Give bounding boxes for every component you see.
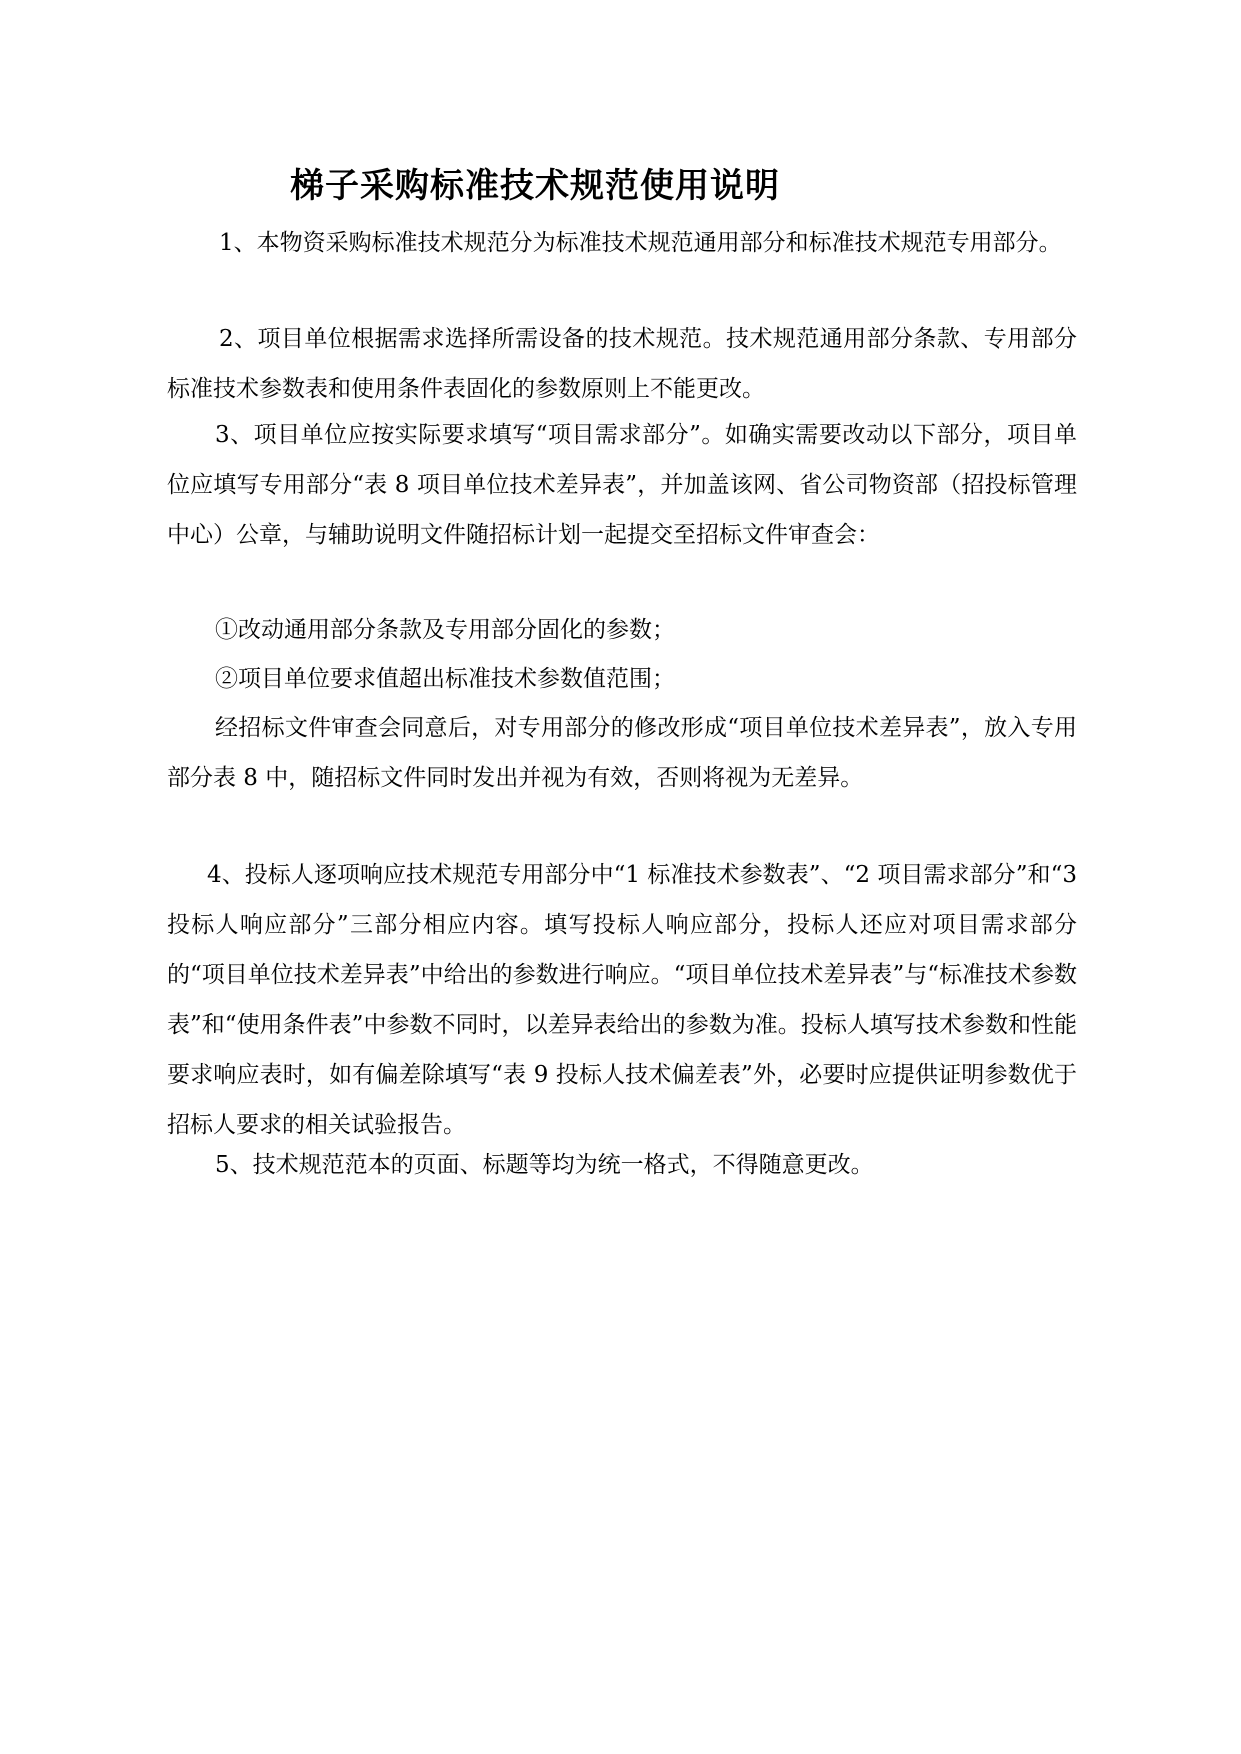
list-item-1: ①改动通用部分条款及专用部分固化的参数；: [215, 617, 675, 643]
paragraph-1: 1、本物资采购标准技术规范分为标准技术规范通用部分和标准技术规范专用部分。: [219, 230, 1062, 256]
paragraph-2: 2、项目单位根据需求选择所需设备的技术规范。技术规范通用部分条款、专用部分标准技术参数表和使用条件表固化的参数原则上不能更改。: [167, 326, 1077, 402]
list-item-2: ②项目单位要求值超出标准技术参数值范围；: [215, 666, 675, 692]
paragraph-5: 5、技术规范范本的页面、标题等均为统一格式，不得随意更改。: [215, 1152, 874, 1178]
document-title: 梯子采购标准技术规范使用说明: [290, 166, 780, 206]
paragraph-4: 4、投标人逐项响应技术规范专用部分中“1 标准技术参数表”、“2 项目需求部分”和“3 投标人响应部分”三部分相应内容。填写投标人响应部分，投标人还应对项目需求部分的“项目单位技术差异表”中给出的参数进行响应。“项目单位技术差异表”与“标准技术参数表”和“使用条件表”中参数不同时，以差异表给出的参数为准。投标人填写技术参数和性能要求响应表时，如有偏差除填写“表 9 投标人技术偏差表”外，必要时应提供证明参数优于招标人要求的相关试验报告。: [167, 862, 1077, 1138]
paragraph-3: 3、项目单位应按实际要求填写“项目需求部分”。如确实需要改动以下部分，项目单位应填写专用部分“表 8 项目单位技术差异表”，并加盖该网、省公司物资部（招投标管理中心）公章，与辅助说明文件随招标计划一起提交至招标文件审查会：: [167, 422, 1077, 548]
paragraph-review: 经招标文件审查会同意后，对专用部分的修改形成“项目单位技术差异表”，放入专用部分表 8 中，随招标文件同时发出并视为有效，否则将视为无差异。: [167, 715, 1077, 791]
